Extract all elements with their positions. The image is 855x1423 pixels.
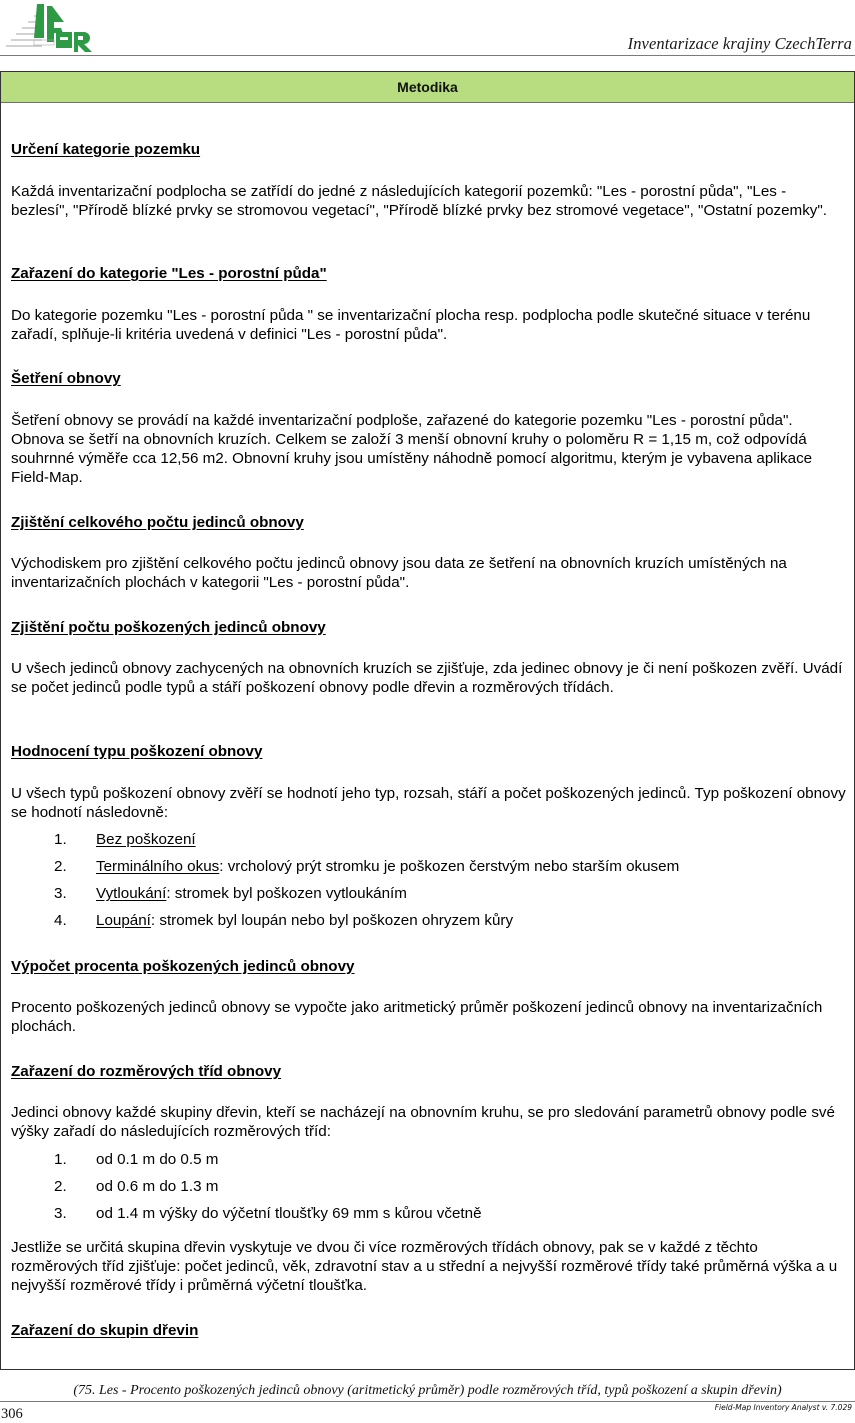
app-version-label: Field-Map Inventory Analyst v. 7.029: [714, 1403, 852, 1412]
list-desc: od 0.1 m do 0.5 m: [96, 1151, 219, 1168]
section-heading: Výpočet procenta poškozených jedinců obnovy: [11, 958, 355, 975]
section-paragraph: Do kategorie pozemku "Les - porostní půda " se inventarizační plocha resp. podplocha podle skutečné situace v terénu zařadí, splňuje-li kritéria uvedená v definici "Les - porostní půda".: [11, 307, 811, 343]
section-paragraph: Východiskem pro zjištění celkového počtu jedinců obnovy jsou data ze šetření na obnovních kruzích umístěných na inventarizačních plochách v kategorii "Les - porostní půda".: [11, 555, 787, 591]
list-desc: : vrcholový prýt stromku je poškozen čerstvým nebo starším okusem: [219, 858, 680, 875]
page-header: [0, 0, 855, 56]
list-number: 4.: [54, 912, 67, 929]
list-item: [54, 1150, 218, 1169]
section-paragraph: Jestliže se určitá skupina dřevin vyskytuje ve dvou či více rozměrových třídách obnovy, pak se v každé z těchto rozměrových tříd zjišťuje: počet jedinců, věk, zdravotní stav a u střední a nejvyšší rozměrové třídy také průměrná výška a u nejvyšší rozměrové třídy i průměrná výčetní tloušťka.: [11, 1239, 838, 1294]
section-paragraph: Jedinci obnovy každé skupiny dřevin, kteří se nacházejí na obnovním kruhu, se pro sledování parametrů obnovy podle své výšky zařadí do následujících rozměrových tříd:: [11, 1104, 835, 1140]
section-heading: Zjištění počtu poškozených jedinců obnovy: [11, 619, 326, 636]
section-heading: Zařazení do rozměrových tříd obnovy: [11, 1063, 282, 1080]
section-heading: Zařazení do kategorie "Les - porostní půda": [11, 265, 327, 282]
section-heading: Určení kategorie pozemku: [11, 141, 201, 158]
list-term: Loupání: [96, 912, 151, 929]
table-caption: (75. Les - Procento poškozených jedinců obnovy (aritmetický průměr) podle rozměrových tříd, typů poškození a skupin dřevin): [73, 1383, 782, 1398]
list-desc: od 1.4 m výšky do výčetní tloušťky 69 mm s kůrou včetně: [96, 1205, 482, 1222]
list-number: 3.: [54, 1205, 67, 1222]
section-heading: Hodnocení typu poškození obnovy: [11, 743, 263, 760]
document-title: Inventarizace krajiny CzechTerra: [627, 34, 852, 53]
list-item: [54, 884, 407, 903]
list-term: Terminálního okus: [96, 858, 220, 875]
list-desc: : stromek byl poškozen vytloukáním: [166, 885, 407, 902]
section-paragraph: Šetření obnovy se provádí na každé inventarizační podploše, zařazené do kategorie pozemku "Les - porostní půda". Obnova se šetří na obnovních kruzích. Celkem se založí 3 menší obnovní kruhy o poloměru R = 1,15 m, což odpovídá souhrnné výměře cca 12,56 m2. Obnovní kruhy jsou umístěny náhodně pomocí algoritmu, kterým je vybavena aplikace Field-Map.: [11, 412, 813, 486]
panel-title: Metodika: [1, 72, 854, 103]
list-number: 2.: [54, 858, 67, 875]
section-heading: Šetření obnovy: [11, 370, 121, 387]
page-number: 306: [1, 1406, 23, 1422]
section-heading: Zařazení do skupin dřevin: [11, 1322, 199, 1339]
list-number: 3.: [54, 885, 67, 902]
list-item: [54, 911, 513, 930]
list-desc: od 0.6 m do 1.3 m: [96, 1178, 219, 1195]
section-paragraph: Každá inventarizační podplocha se zatřídí do jedné z následujících kategorií pozemků: "Les - porostní půda", "Les - bezlesí", "Přírodě blízké prvky se stromovou vegetací", "Přírodě blízké prvky bez stromové vegetace", "Ostatní pozemky".: [11, 183, 828, 219]
list-item: [54, 1177, 218, 1196]
header-divider: [0, 55, 855, 56]
list-item: [54, 830, 196, 849]
list-item: [54, 857, 679, 876]
ifer-logo-icon: [4, 2, 96, 52]
list-item: [54, 1204, 482, 1223]
list-number: 2.: [54, 1178, 67, 1195]
list-term: Vytloukání: [96, 885, 167, 902]
section-paragraph: U všech typů poškození obnovy zvěří se hodnotí jeho typ, rozsah, stáří a počet poškozených jedinců. Typ poškození obnovy se hodnotí následovně:: [11, 785, 846, 821]
list-number: 1.: [54, 831, 67, 848]
section-heading: Zjištění celkového počtu jedinců obnovy: [11, 514, 304, 531]
list-term: Bez poškození: [96, 831, 196, 848]
list-number: 1.: [54, 1151, 67, 1168]
footer-divider: [0, 1401, 855, 1402]
section-paragraph: Procento poškozených jedinců obnovy se vypočte jako aritmetický průměr poškození jedinců obnovy na inventarizačních plochách.: [11, 999, 823, 1035]
section-paragraph: U všech jedinců obnovy zachycených na obnovních kruzích se zjišťuje, zda jedinec obnovy je či není poškozen zvěří. Uvádí se počet jedinců podle typů a stáří poškození obnovy podle dřevin a rozměrových třídách.: [11, 660, 843, 696]
list-desc: : stromek byl loupán nebo byl poškozen ohryzem kůry: [150, 912, 514, 929]
